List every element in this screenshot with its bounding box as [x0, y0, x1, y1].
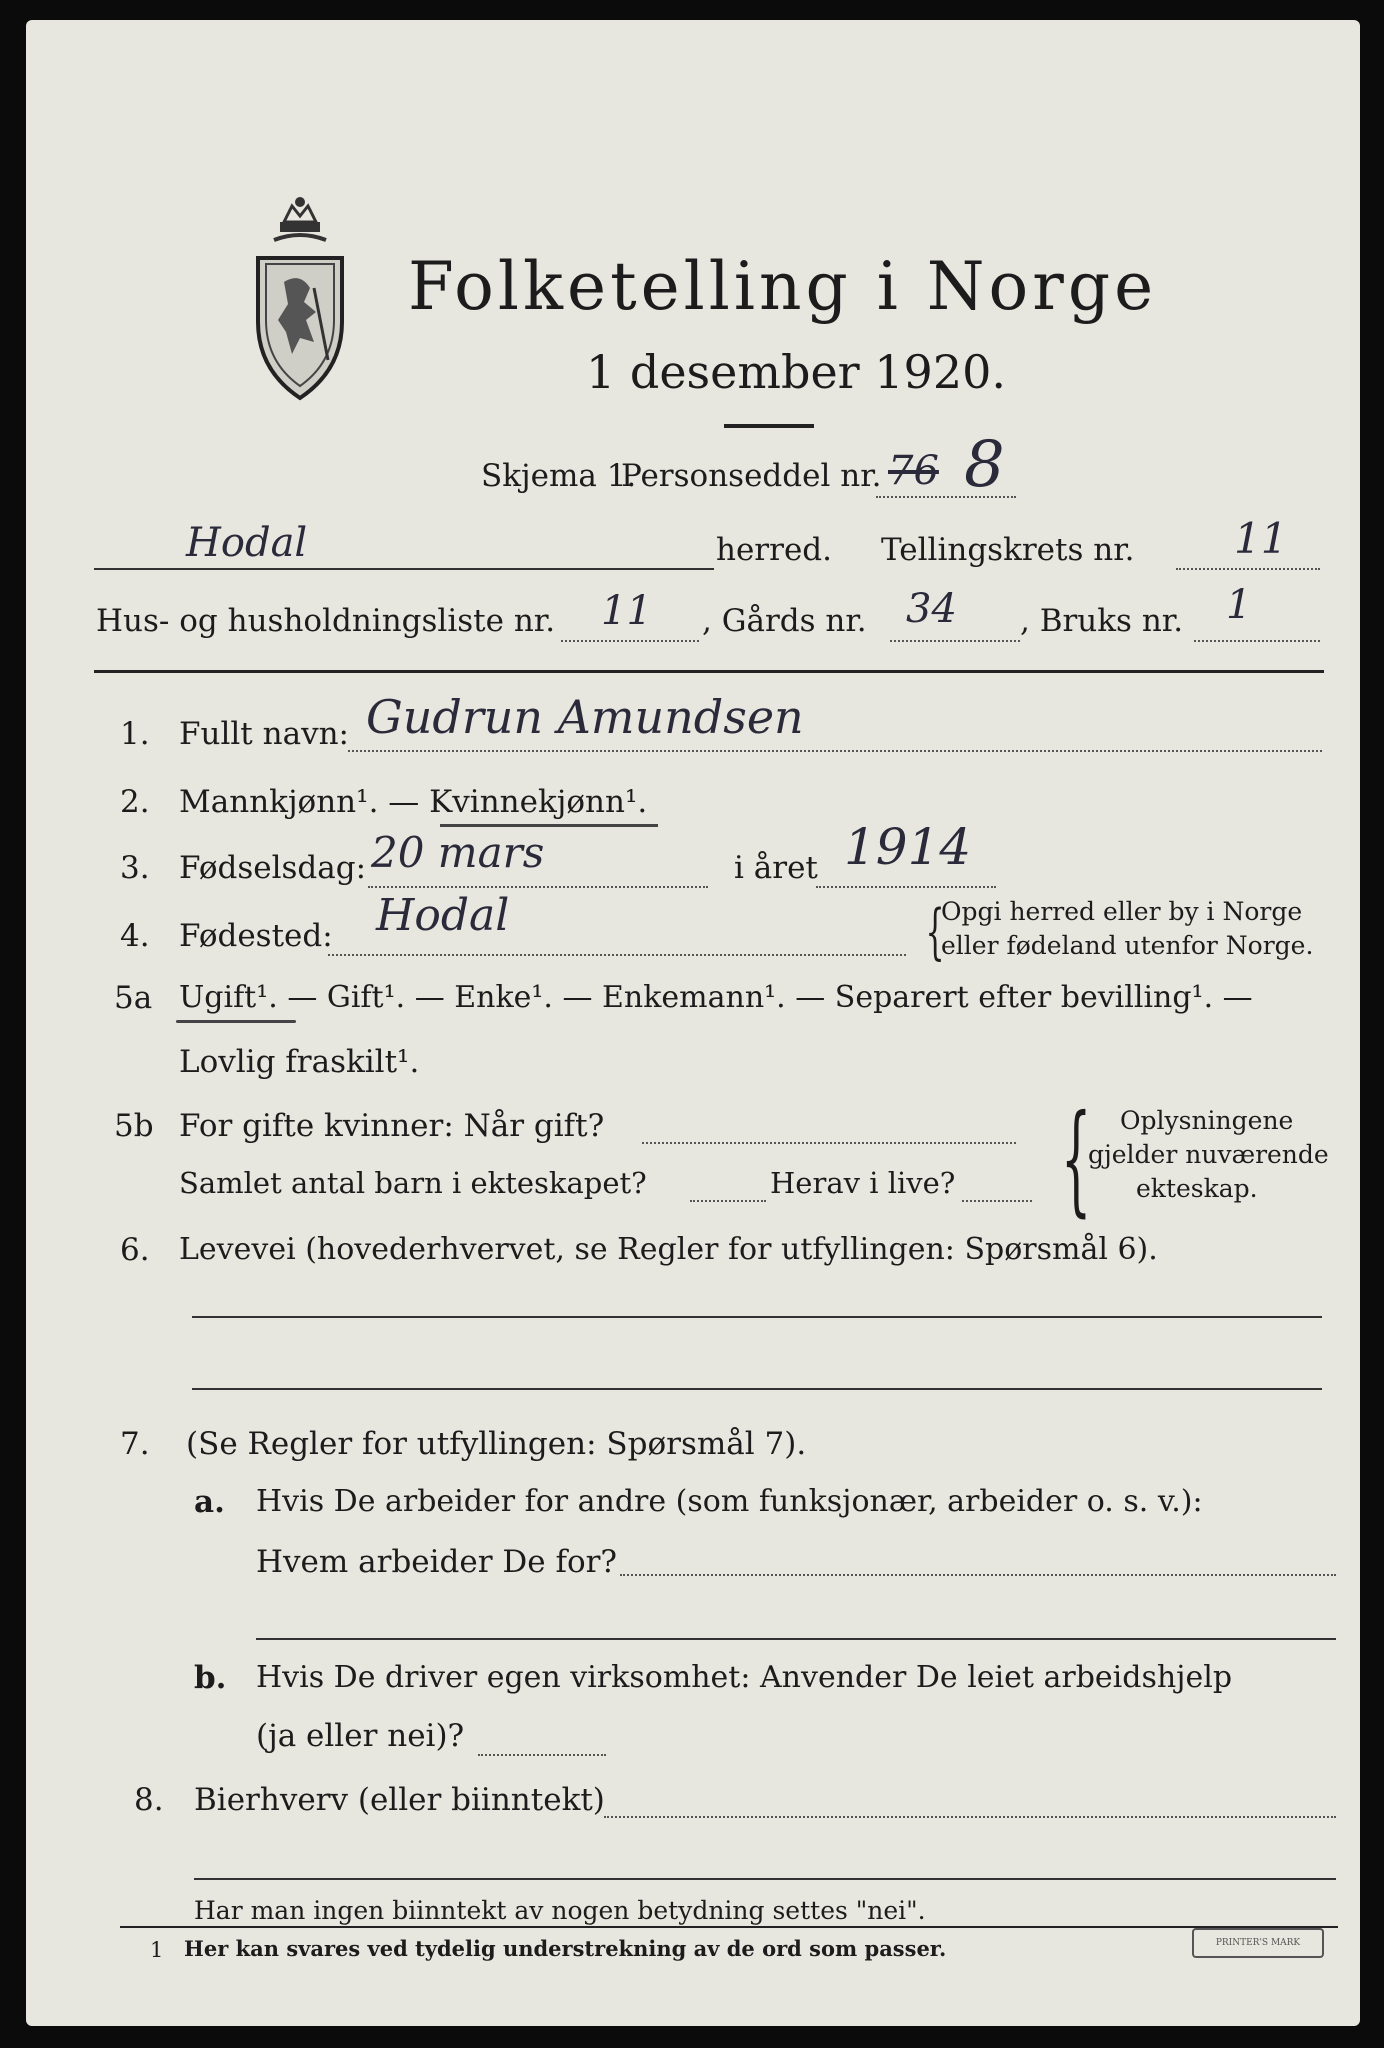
q7a-letter: a.	[194, 1484, 225, 1520]
q2-selection-underline	[440, 824, 658, 827]
q5a-number: 5a	[114, 980, 153, 1016]
q5b-children-line	[690, 1200, 766, 1202]
herred-line	[94, 568, 714, 570]
q2-number: 2.	[120, 784, 150, 820]
q6-answer-line-2	[192, 1388, 1322, 1390]
q3-line	[368, 886, 708, 888]
q8-answer-line	[194, 1878, 1336, 1880]
q5b-note-line3: ekteskap.	[1136, 1174, 1258, 1203]
q3-label: Fødselsdag:	[179, 850, 367, 886]
q3-value: 20 mars	[371, 828, 545, 877]
schema-label: Skjema 1.	[481, 458, 637, 494]
q7b-yes-no-line	[478, 1754, 606, 1756]
q5b-label: For gifte kvinner: Når gift?	[179, 1108, 605, 1144]
q5a-label-continued: Lovlig fraskilt¹.	[179, 1044, 420, 1080]
gards-line	[890, 640, 1020, 642]
tellingskrets-line	[1176, 568, 1320, 570]
bruks-label: , Bruks nr.	[1020, 603, 1184, 639]
tellingskrets-value: 11	[1234, 514, 1288, 563]
title-divider	[724, 424, 814, 428]
husliste-label: Hus- og husholdningsliste nr.	[96, 603, 556, 639]
q5b-number: 5b	[114, 1108, 154, 1144]
form-title: Folketelling i Norge	[408, 248, 1158, 325]
personseddel-struck-value: 76	[888, 448, 939, 494]
husliste-line	[561, 640, 699, 642]
q5b-alive-line	[962, 1200, 1032, 1202]
footnote-rule	[120, 1926, 1338, 1928]
q7b-yes-no-label: (ja eller nei)?	[256, 1718, 465, 1754]
q5b-married-line	[642, 1142, 1016, 1144]
q4-brace: {	[925, 897, 945, 967]
q4-number: 4.	[120, 918, 150, 954]
q4-value: Hodal	[376, 890, 510, 941]
norwegian-coat-of-arms-icon	[244, 192, 356, 412]
printer-stamp-text: PRINTER'S MARK	[1215, 1938, 1301, 1948]
personseddel-value: 8	[964, 428, 1005, 502]
q4-label: Fødested:	[179, 918, 333, 954]
q3-year-line	[816, 886, 996, 888]
q4-note-line2: eller fødeland utenfor Norge.	[941, 931, 1314, 960]
q2-label: Mannkjønn¹. — Kvinnekjønn¹.	[179, 784, 648, 820]
q5b-children-label: Samlet antal barn i ekteskapet?	[179, 1166, 647, 1200]
census-form-sheet	[26, 20, 1360, 2026]
q3-year-value: 1914	[844, 818, 972, 876]
q6-number: 6.	[120, 1232, 150, 1268]
q1-label: Fullt navn:	[179, 716, 349, 752]
q8-note: Har man ingen biinntekt av nogen betydning settes "nei".	[194, 1896, 926, 1925]
q7a-label: Hvis De arbeider for andre (som funksjonær, arbeider o. s. v.):	[256, 1484, 1203, 1519]
q5a-label: Ugift¹. — Gift¹. — Enke¹. — Enkemann¹. — Separert efter bevilling¹. —	[179, 980, 1253, 1015]
q8-label: Bierhverv (eller biinntekt)	[194, 1782, 605, 1818]
q7a-answer-line	[256, 1638, 1336, 1640]
tellingskrets-label: Tellingskrets nr.	[881, 532, 1135, 568]
gards-label: , Gårds nr.	[702, 603, 867, 639]
q8-number: 8.	[134, 1782, 164, 1818]
q3-year-label: i året	[734, 850, 818, 886]
bruks-line	[1194, 640, 1320, 642]
q1-line	[348, 750, 1322, 752]
q5b-note-line2: gjelder nuværende	[1088, 1140, 1329, 1169]
q6-label: Levevei (hovederhvervet, se Regler for utfyllingen: Spørsmål 6).	[179, 1232, 1158, 1267]
q7a-employer-label: Hvem arbeider De for?	[256, 1544, 618, 1580]
q4-line	[328, 954, 906, 956]
q7b-letter: b.	[194, 1660, 227, 1696]
herred-label: herred.	[716, 532, 832, 568]
personseddel-label: Personseddel nr.	[621, 458, 882, 494]
footnote-marker: 1	[150, 1938, 164, 1962]
herred-value: Hodal	[186, 520, 308, 566]
gards-value: 34	[906, 586, 957, 632]
bruks-value: 1	[1226, 582, 1252, 628]
q7b-label: Hvis De driver egen virksomhet: Anvender De leiet arbeidshjelp	[256, 1660, 1233, 1695]
q3-number: 3.	[120, 850, 150, 886]
q6-answer-line-1	[192, 1316, 1322, 1318]
q5b-alive-label: Herav i live?	[770, 1166, 956, 1200]
q8-line	[604, 1816, 1336, 1818]
q7-label: (Se Regler for utfyllingen: Spørsmål 7).	[186, 1426, 807, 1462]
q5b-brace: {	[1060, 1090, 1092, 1229]
header-rule	[94, 670, 1324, 673]
footnote-text: Her kan svares ved tydelig understrekning av de ord som passer.	[184, 1936, 947, 1961]
q1-number: 1.	[120, 716, 150, 752]
husliste-value: 11	[601, 588, 652, 634]
census-date: 1 desember 1920.	[586, 345, 1006, 399]
q7a-employer-line	[620, 1574, 1336, 1576]
q5a-selection-underline	[176, 1020, 296, 1023]
q4-note-line1: Opgi herred eller by i Norge	[941, 897, 1303, 926]
q1-value: Gudrun Amundsen	[366, 690, 804, 744]
q5b-note-line1: Oplysningene	[1120, 1106, 1294, 1135]
q7-number: 7.	[120, 1426, 150, 1462]
printer-stamp	[1192, 1928, 1324, 1958]
